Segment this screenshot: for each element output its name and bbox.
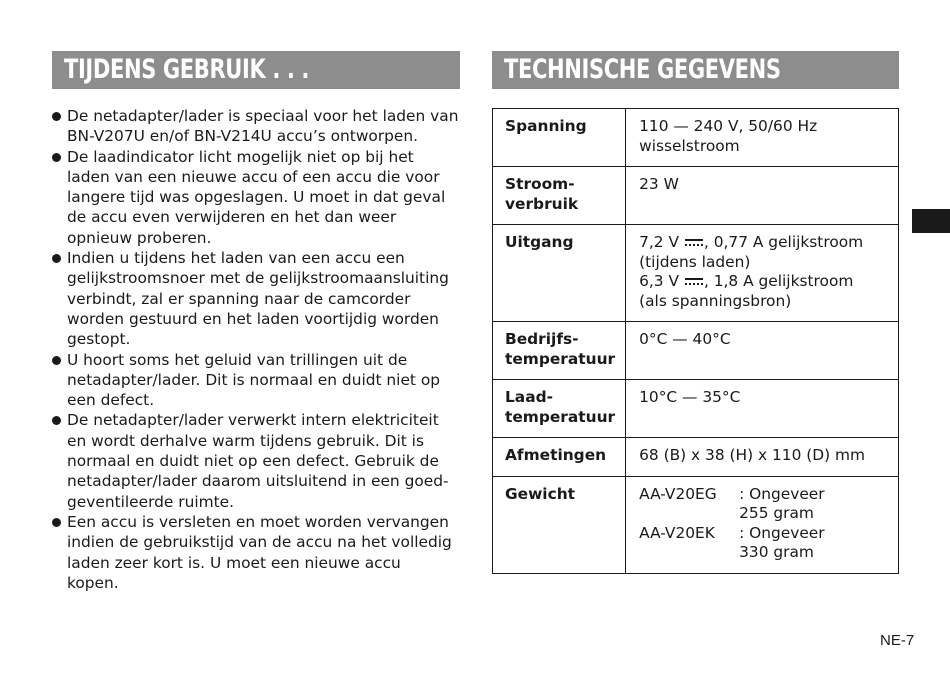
bullet-line: BN-V207U en/of BN-V214U accu’s ontworpen. (67, 127, 419, 146)
bullet-line: Een accu is versleten en moet worden vervangen (67, 512, 449, 531)
bullet-line: gelijkstroomsnoer met de gelijkstroomaansluiting (67, 269, 449, 288)
spec-value (626, 225, 899, 322)
weight-value: 255 gram (739, 504, 814, 522)
spec-value-line (639, 233, 888, 253)
bullet-line: indien de gebruikstijd van de accu na het volledig (67, 533, 452, 552)
bullet-line: U hoort soms het geluid van trillingen uit de (67, 350, 408, 369)
spec-label-line: temperatuur (505, 407, 616, 426)
section-title-technische-gegevens (492, 51, 899, 89)
bullet-line: geventileerde ruimte. (67, 492, 235, 511)
spec-label (493, 380, 626, 438)
bullet-line: De netadapter/lader is speciaal voor het laden van (67, 107, 459, 125)
spec-row-spanning (493, 109, 899, 167)
approx-label: Ongeveer (749, 523, 825, 542)
model-name: AA-V20EK (639, 523, 715, 542)
approx-label: Ongeveer (749, 484, 825, 503)
spec-value (626, 476, 899, 573)
bullet-dot-icon (52, 518, 61, 527)
bullet-line: netadapter/lader. Dit is normaal en duidt niet op (67, 370, 441, 389)
voltage-value: 7,2 V (639, 233, 680, 251)
spec-label-line: Laad- (505, 388, 553, 406)
bullet-line: en wordt derhalve warm tijdens gebruik. Dit is (67, 431, 424, 450)
bullet-line: netadapter/lader daarom uitsluitend in een goed- (67, 472, 449, 491)
bullet-item (52, 106, 462, 147)
bullet-dot-icon (52, 356, 61, 365)
spec-value-line (639, 272, 888, 292)
bullet-line: Indien u tijdens het laden van een accu een (67, 249, 405, 268)
bullet-item (52, 350, 462, 411)
voltage-value: 6,3 V (639, 272, 680, 290)
bullet-item (52, 248, 462, 349)
bullet-item (52, 512, 462, 593)
bullet-line: De netadapter/lader verwerkt intern elektriciteit (67, 411, 439, 430)
weight-row (639, 485, 888, 505)
spec-value-line: wisselstroom (639, 136, 740, 155)
spec-row-gewicht (493, 476, 899, 573)
section-title-tijdens-gebruik (52, 51, 460, 89)
bullet-line: worden gestuurd en het laden voortijdig worden (67, 309, 439, 328)
spec-label: Spanning (493, 109, 626, 167)
dc-symbol-icon (685, 277, 703, 286)
section-thumb-tab (912, 209, 950, 233)
spec-label-line: temperatuur (505, 349, 616, 368)
bullet-line: normaal en duidt niet op een defect. Gebruik de (67, 452, 439, 471)
bullet-item (52, 147, 462, 248)
bullet-dot-icon (52, 153, 61, 162)
spec-label (493, 167, 626, 225)
spec-row-afmetingen (493, 438, 899, 477)
bullet-item (52, 410, 462, 511)
spec-value: 10°C — 35°C (626, 380, 899, 438)
bullet-dot-icon (52, 112, 61, 121)
spec-value (626, 109, 899, 167)
spec-label-line: verbruik (505, 194, 579, 213)
usage-bullet-list (52, 106, 462, 593)
bullet-dot-icon (52, 416, 61, 425)
bullet-line: langere tijd was opgeslagen. U moet in dat geval (67, 188, 446, 207)
current-value: , 1,8 A gelijkstroom (703, 272, 854, 290)
spec-value-line: 110 — 240 V, 50/60 Hz (639, 117, 818, 135)
spec-value: 0°C — 40°C (626, 322, 899, 380)
bullet-line: opnieuw proberen. (67, 228, 212, 247)
spec-label (493, 322, 626, 380)
bullet-line: de accu even verwijderen en het dan weer (67, 208, 397, 227)
bullet-line: gestopt. (67, 330, 131, 349)
bullet-line: verbindt, zal er spanning naar de camcorder (67, 289, 411, 308)
colon: : (739, 484, 745, 503)
weight-value: 330 gram (739, 543, 814, 561)
bullet-dot-icon (52, 254, 61, 263)
spec-value: 23 W (626, 167, 899, 225)
section-title-text: TIJDENS GEBRUIK . . . (64, 54, 310, 85)
weight-row (639, 524, 888, 544)
spec-value: 68 (B) x 38 (H) x 110 (D) mm (626, 438, 899, 477)
spec-row-uitgang (493, 225, 899, 322)
model-name: AA-V20EG (639, 484, 717, 503)
spec-row-stroomverbruik (493, 167, 899, 225)
bullet-line: laden zeer kort is. U moet een nieuwe accu (67, 553, 401, 572)
spec-label-line: Bedrijfs- (505, 330, 579, 348)
current-value: , 0,77 A gelijkstroom (703, 233, 864, 251)
spec-row-bedrijfstemperatuur (493, 322, 899, 380)
spec-value-line: (tijdens laden) (639, 252, 751, 271)
spec-label: Gewicht (493, 476, 626, 573)
spec-label: Afmetingen (493, 438, 626, 477)
spec-label: Uitgang (493, 225, 626, 322)
page-number: NE-7 (880, 632, 915, 649)
bullet-line: laden van een nieuwe accu of een accu die voor (67, 167, 440, 186)
spec-value-line: (als spanningsbron) (639, 291, 792, 310)
bullet-line: De laadindicator licht mogelijk niet op bij het (67, 147, 414, 166)
specifications-table (492, 108, 899, 574)
dc-symbol-icon (685, 238, 703, 247)
bullet-line: kopen. (67, 573, 119, 592)
bullet-line: een defect. (67, 391, 155, 410)
section-title-text: TECHNISCHE GEGEVENS (504, 54, 781, 85)
spec-label-line: Stroom- (505, 175, 575, 193)
colon: : (739, 523, 745, 542)
spec-row-laadtemperatuur (493, 380, 899, 438)
